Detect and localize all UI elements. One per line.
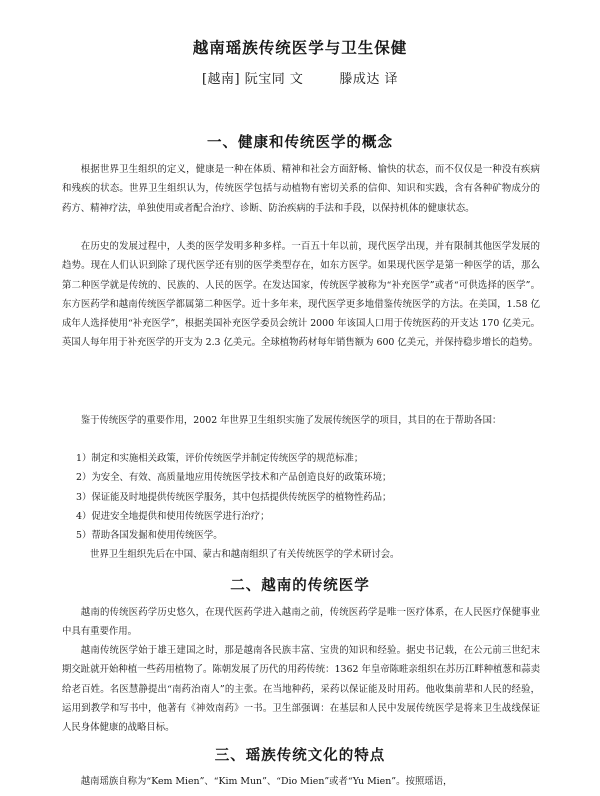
article-title: 越南瑶族传统医学与卫生保健: [192, 39, 408, 57]
paragraph: 越南瑶族自称为“Kem Mien”、“Kim Mun”、“Dio Mien”或者“Yu Mien”。按照瑶语，: [80, 776, 453, 787]
section-heading: 二、越南的传统医学: [230, 578, 370, 594]
list-item: 5）帮助各国发掘和使用传统医学。: [76, 530, 223, 541]
paragraph: 鉴于传统医学的重要作用，2002 年世界卫生组织实施了发展传统医学的项目，其目的在于帮助各国：: [80, 415, 502, 426]
list-item: 3）保证能及时地提供传统医学服务，其中包括提供传统医学的植物性药品；: [76, 492, 392, 503]
byline-author: 阮宝同 文: [244, 72, 304, 87]
list-item: 1）制定和实施相关政策，评价传统医学并制定传统医学的规范标准；: [76, 453, 364, 464]
byline-origin: [越南]: [201, 72, 241, 87]
paragraph: 根据世界卫生组织的定义，健康是一种在体质、精神和社会方面舒畅、愉快的状态，而不仅仅是一种没有疾病和残疾的状态。世界卫生组织认为，传统医学包括与动植物有密切关系的信仰、知识和实践，含有各种矿物成分的药方、精神疗法，单独使用或者配合治疗、诊断、防治疾病的手法和手段，以保持机体的健康状态。: [62, 164, 540, 214]
paragraph: 越南的传统医药学历史悠久，在现代医药学进入越南之前，传统医药学是唯一医疗体系，在人民医疗保健事业中具有重要作用。: [62, 607, 540, 638]
byline-translator: 滕成达 译: [339, 72, 399, 87]
section-heading: 一、健康和传统医学的概念: [207, 135, 393, 151]
list-item: 2）为安全、有效、高质量地应用传统医学技术和产品创造良好的政策环境；: [76, 472, 392, 483]
section-heading: 三、瑶族传统文化的特点: [214, 748, 386, 764]
paragraph: 越南传统医学始于雄王建国之时，那是越南各民族丰富、宝贵的知识和经验。据史书记载，在公元前三世纪末期交趾就开始种植一些药用植物了。陈朝发展了历代的用药传统：1362 年皇帝陈暀亲组织在苏历江畔种植葱和蒜卖给老百姓。名医慧静提出“南药治南人”的主张。在当地种药，采药以保证能及时用药。他收集前辈和人民的经验，运用到教学和写书中，他著有《神效南药》一书。卫生部强调：在基层和人民中发展传统医学是将来卫生战线保证人民身体健康的战略目标。: [62, 645, 540, 734]
list-item: 4）促进安全地提供和使用传统医学进行治疗；: [76, 511, 270, 522]
byline: [0, 68, 600, 87]
paragraph: 在历史的发展过程中，人类的医学发明多种多样。一百五十年以前，现代医学出现，并有限制其他医学发展的趋势。现在人们认识到除了现代医学还有别的医学类型存在，如东方医学。如果现代医学是第一种医学的话，那么第二种医学就是传统的、民族的、人民的医学。在发达国家，传统医学被称为“补充医学”或者“可供选择的医学”。东方医药学和越南传统医学都属第二种医学。近十多年来，现代医学更多地借鉴传统医学的方法。在美国，1.58 亿成年人选择使用“补充医学”，根据美国补充医学委员会统计 2000 年该国人口用于传统医药的开支达 170 亿美元。英国人每年用于补充医学的开支为 2.3 亿美元。全球植物药材每年销售额为 600 亿美元，并保持稳步增长的趋势。: [62, 241, 540, 349]
paragraph: 世界卫生组织先后在中国、蒙古和越南组织了有关传统医学的学术研讨会。: [90, 549, 400, 560]
